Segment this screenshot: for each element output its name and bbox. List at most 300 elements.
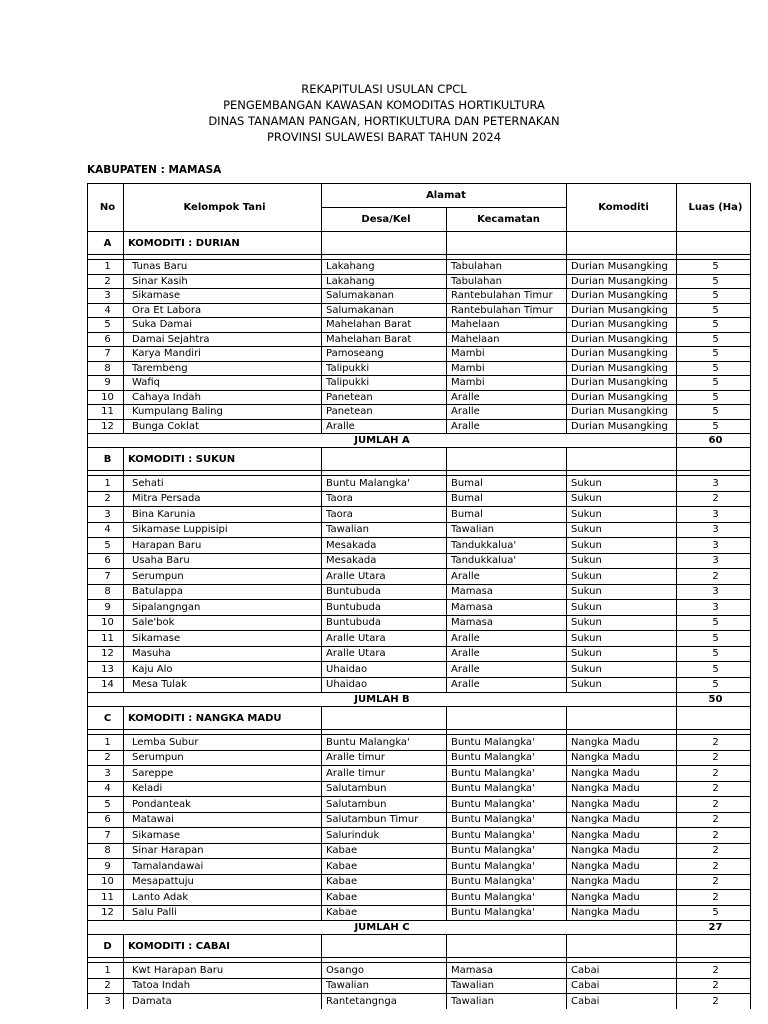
row-luas: 2 [677,963,751,979]
row-luas: 2 [677,812,751,828]
row-kecamatan: Buntu Malangka' [447,905,567,921]
row-no: 4 [88,522,124,538]
section-empty-cell [447,935,567,958]
row-luas: 3 [677,476,751,492]
section-total-value: 60 [677,434,751,448]
row-kelompok-tani: Mitra Persada [124,491,322,507]
row-desa: Tawalian [322,522,447,538]
row-desa: Kabae [322,859,447,875]
row-desa: Aralle Utara [322,569,447,585]
table-row [88,600,751,616]
table-row [88,812,751,828]
row-luas: 3 [677,600,751,616]
row-kelompok-tani: Salu Palli [124,905,322,921]
row-kelompok-tani: Sareppe [124,766,322,782]
row-kecamatan: Buntu Malangka' [447,843,567,859]
table-row [88,584,751,600]
row-luas: 5 [677,347,751,362]
row-desa: Osango [322,963,447,979]
row-no: 7 [88,828,124,844]
row-komoditi: Nangka Madu [567,812,677,828]
section-total-value: 27 [677,921,751,935]
row-no: 12 [88,419,124,434]
row-kecamatan: Bumal [447,476,567,492]
row-komoditi: Sukun [567,677,677,693]
section-empty-cell [567,232,677,255]
row-kelompok-tani: Matawai [124,812,322,828]
table-row [88,522,751,538]
row-kecamatan: Mambi [447,361,567,376]
row-desa: Taora [322,491,447,507]
row-no: 1 [88,735,124,751]
row-luas: 5 [677,419,751,434]
table-row [88,646,751,662]
table-row [88,405,751,420]
row-desa: Aralle Utara [322,646,447,662]
row-komoditi: Cabai [567,963,677,979]
row-desa: Panetean [322,405,447,420]
section-title: KOMODITI : SUKUN [124,448,322,471]
row-desa: Mahelahan Barat [322,318,447,333]
row-kelompok-tani: Sikamase [124,631,322,647]
table-row [88,797,751,813]
row-no: 2 [88,274,124,289]
section-empty-cell [567,935,677,958]
row-kelompok-tani: Tarembeng [124,361,322,376]
row-no: 6 [88,553,124,569]
row-kelompok-tani: Kumpulang Baling [124,405,322,420]
row-luas: 5 [677,905,751,921]
row-luas: 2 [677,828,751,844]
row-komoditi: Nangka Madu [567,735,677,751]
table-row [88,507,751,523]
table-row [88,332,751,347]
row-no: 8 [88,843,124,859]
row-no: 4 [88,303,124,318]
row-luas: 2 [677,978,751,994]
kabupaten-label: KABUPATEN : MAMASA [87,164,222,176]
row-kecamatan: Aralle [447,631,567,647]
table-row [88,631,751,647]
row-komoditi: Durian Musangking [567,347,677,362]
row-kecamatan: Buntu Malangka' [447,781,567,797]
row-kelompok-tani: Harapan Baru [124,538,322,554]
row-desa: Mesakada [322,538,447,554]
row-kecamatan: Aralle [447,662,567,678]
row-kelompok-tani: Bina Karunia [124,507,322,523]
row-luas: 2 [677,766,751,782]
row-desa: Salutambun [322,781,447,797]
row-kelompok-tani: Sinar Harapan [124,843,322,859]
row-komoditi: Nangka Madu [567,905,677,921]
row-desa: Salutambun [322,797,447,813]
row-komoditi: Sukun [567,646,677,662]
row-luas: 3 [677,538,751,554]
section-total-row [88,434,751,448]
table-row [88,766,751,782]
row-luas: 2 [677,843,751,859]
row-luas: 3 [677,553,751,569]
row-kecamatan: Mahelaan [447,318,567,333]
row-desa: Panetean [322,390,447,405]
row-komoditi: Sukun [567,584,677,600]
section-total-label: JUMLAH C [88,921,677,935]
row-komoditi: Durian Musangking [567,332,677,347]
row-komoditi: Nangka Madu [567,797,677,813]
table-row [88,303,751,318]
row-no: 5 [88,538,124,554]
row-desa: Aralle timur [322,766,447,782]
row-luas: 5 [677,361,751,376]
row-kecamatan: Aralle [447,677,567,693]
row-luas: 3 [677,507,751,523]
row-kecamatan: Tabulahan [447,260,567,275]
section-empty-cell [567,448,677,471]
row-no: 7 [88,569,124,585]
row-kecamatan: Mambi [447,376,567,391]
row-no: 1 [88,963,124,979]
row-no: 1 [88,476,124,492]
row-luas: 5 [677,274,751,289]
table-row [88,390,751,405]
row-luas: 5 [677,318,751,333]
row-kecamatan: Mahelaan [447,332,567,347]
row-luas: 5 [677,405,751,420]
row-desa: Kabae [322,905,447,921]
table-row [88,994,751,1009]
row-no: 9 [88,600,124,616]
section-empty-cell [447,232,567,255]
row-luas: 5 [677,677,751,693]
report-title: REKAPITULASI USULAN CPCL [301,82,467,96]
table-body [88,232,751,1009]
section-empty-cell [677,448,751,471]
row-no: 14 [88,677,124,693]
row-komoditi: Durian Musangking [567,274,677,289]
table-row [88,476,751,492]
row-komoditi: Sukun [567,538,677,554]
table-row [88,978,751,994]
section-empty-cell [322,448,447,471]
col-header-kelompok-tani: Kelompok Tani [124,184,322,232]
table-row [88,735,751,751]
row-desa: Taora [322,507,447,523]
row-komoditi: Sukun [567,631,677,647]
row-no: 8 [88,584,124,600]
row-kecamatan: Buntu Malangka' [447,766,567,782]
row-kelompok-tani: Ora Et Labora [124,303,322,318]
row-kelompok-tani: Kaju Alo [124,662,322,678]
table-row [88,347,751,362]
row-luas: 2 [677,569,751,585]
section-code: B [88,448,124,471]
row-luas: 5 [677,289,751,304]
row-desa: Kabae [322,843,447,859]
row-komoditi: Sukun [567,662,677,678]
row-komoditi: Nangka Madu [567,890,677,906]
row-komoditi: Durian Musangking [567,376,677,391]
row-luas: 5 [677,303,751,318]
row-desa: Salurinduk [322,828,447,844]
table-row [88,361,751,376]
table-row [88,677,751,693]
row-kelompok-tani: Tunas Baru [124,260,322,275]
row-komoditi: Nangka Madu [567,859,677,875]
section-code: A [88,232,124,255]
row-kelompok-tani: Lanto Adak [124,890,322,906]
row-komoditi: Nangka Madu [567,828,677,844]
section-empty-cell [567,707,677,730]
table-row [88,376,751,391]
row-luas: 5 [677,260,751,275]
row-kelompok-tani: Serumpun [124,569,322,585]
row-kelompok-tani: Cahaya Indah [124,390,322,405]
row-kecamatan: Tawalian [447,994,567,1009]
row-desa: Lakahang [322,260,447,275]
row-kelompok-tani: Suka Damai [124,318,322,333]
row-kelompok-tani: Mesapattuju [124,874,322,890]
row-komoditi: Nangka Madu [567,843,677,859]
row-no: 5 [88,797,124,813]
row-kelompok-tani: Damata [124,994,322,1009]
row-no: 13 [88,662,124,678]
row-desa: Kabae [322,890,447,906]
row-no: 5 [88,318,124,333]
table-row [88,289,751,304]
row-komoditi: Nangka Madu [567,750,677,766]
table-row [88,843,751,859]
row-no: 3 [88,289,124,304]
row-kelompok-tani: Bunga Coklat [124,419,322,434]
table-row [88,318,751,333]
row-komoditi: Durian Musangking [567,303,677,318]
row-no: 1 [88,260,124,275]
section-header [88,707,751,730]
row-no: 2 [88,491,124,507]
cpcl-table [87,183,751,1009]
row-komoditi: Durian Musangking [567,260,677,275]
section-header [88,935,751,958]
row-no: 6 [88,812,124,828]
row-luas: 5 [677,646,751,662]
section-title: KOMODITI : NANGKA MADU [124,707,322,730]
table-row [88,553,751,569]
col-header-komoditi: Komoditi [567,184,677,232]
row-no: 12 [88,905,124,921]
row-no: 6 [88,332,124,347]
section-empty-cell [447,448,567,471]
col-header-alamat: Alamat [322,184,567,208]
row-kelompok-tani: Sinar Kasih [124,274,322,289]
row-kelompok-tani: Lemba Subur [124,735,322,751]
table-row [88,274,751,289]
row-desa: Pamoseang [322,347,447,362]
section-total-label: JUMLAH B [88,693,677,707]
table-row [88,538,751,554]
row-kecamatan: Bumal [447,507,567,523]
row-no: 10 [88,390,124,405]
row-desa: Salumakanan [322,303,447,318]
row-komoditi: Sukun [567,615,677,631]
row-luas: 5 [677,332,751,347]
col-header-luas: Luas (Ha) [677,184,751,232]
row-kelompok-tani: Karya Mandiri [124,347,322,362]
row-luas: 2 [677,874,751,890]
row-desa: Tawalian [322,978,447,994]
section-header [88,232,751,255]
row-luas: 2 [677,735,751,751]
table-row [88,963,751,979]
row-komoditi: Nangka Madu [567,874,677,890]
row-luas: 5 [677,615,751,631]
row-desa: Buntubuda [322,584,447,600]
row-kecamatan: Aralle [447,646,567,662]
row-kelompok-tani: Sikamase [124,828,322,844]
row-kelompok-tani: Damai Sejahtra [124,332,322,347]
row-komoditi: Nangka Madu [567,781,677,797]
row-kecamatan: Mamasa [447,615,567,631]
row-kecamatan: Bumal [447,491,567,507]
row-luas: 2 [677,890,751,906]
report-agency: DINAS TANAMAN PANGAN, HORTIKULTURA DAN PETERNAKAN [208,114,560,128]
row-komoditi: Cabai [567,978,677,994]
row-komoditi: Sukun [567,522,677,538]
row-kecamatan: Buntu Malangka' [447,735,567,751]
row-luas: 2 [677,781,751,797]
row-kecamatan: Aralle [447,419,567,434]
row-komoditi: Durian Musangking [567,405,677,420]
section-code: C [88,707,124,730]
section-total-row [88,693,751,707]
row-no: 4 [88,781,124,797]
row-desa: Aralle Utara [322,631,447,647]
row-no: 11 [88,405,124,420]
row-kecamatan: Buntu Malangka' [447,859,567,875]
table-row [88,750,751,766]
row-desa: Uhaidao [322,662,447,678]
row-kecamatan: Tabulahan [447,274,567,289]
table-row [88,615,751,631]
row-desa: Mahelahan Barat [322,332,447,347]
table-row [88,491,751,507]
row-kelompok-tani: Keladi [124,781,322,797]
row-luas: 5 [677,662,751,678]
row-komoditi: Sukun [567,491,677,507]
table-row [88,781,751,797]
row-desa: Talipukki [322,361,447,376]
row-komoditi: Sukun [567,569,677,585]
row-kecamatan: Buntu Malangka' [447,874,567,890]
report-province-year: PROVINSI SULAWESI BARAT TAHUN 2024 [266,130,502,144]
row-kecamatan: Mamasa [447,963,567,979]
row-kecamatan: Tawalian [447,978,567,994]
row-desa: Mesakada [322,553,447,569]
row-no: 11 [88,631,124,647]
table-row [88,260,751,275]
row-kecamatan: Mambi [447,347,567,362]
row-desa: Kabae [322,874,447,890]
row-no: 7 [88,347,124,362]
table-row [88,828,751,844]
row-desa: Rantetangnga [322,994,447,1009]
row-kecamatan: Buntu Malangka' [447,890,567,906]
row-desa: Salumakanan [322,289,447,304]
row-luas: 5 [677,631,751,647]
row-luas: 5 [677,390,751,405]
table-row [88,874,751,890]
row-kelompok-tani: Mesa Tulak [124,677,322,693]
table-row [88,569,751,585]
row-luas: 3 [677,522,751,538]
row-luas: 5 [677,376,751,391]
row-desa: Aralle timur [322,750,447,766]
section-title: KOMODITI : CABAI [124,935,322,958]
row-komoditi: Sukun [567,476,677,492]
row-desa: Buntu Malangka' [322,476,447,492]
row-kelompok-tani: Batulappa [124,584,322,600]
row-desa: Aralle [322,419,447,434]
row-kelompok-tani: Kwt Harapan Baru [124,963,322,979]
row-desa: Salutambun Timur [322,812,447,828]
row-komoditi: Sukun [567,507,677,523]
row-kecamatan: Tawalian [447,522,567,538]
table-row [88,890,751,906]
col-header-kecamatan: Kecamatan [447,208,567,232]
row-no: 3 [88,507,124,523]
row-no: 3 [88,994,124,1009]
row-komoditi: Durian Musangking [567,419,677,434]
row-kelompok-tani: Pondanteak [124,797,322,813]
row-komoditi: Nangka Madu [567,766,677,782]
row-komoditi: Durian Musangking [567,289,677,304]
row-kecamatan: Tandukkalua' [447,553,567,569]
row-luas: 3 [677,584,751,600]
row-luas: 2 [677,750,751,766]
row-komoditi: Sukun [567,553,677,569]
col-header-desa: Desa/Kel [322,208,447,232]
row-no: 11 [88,890,124,906]
row-kecamatan: Buntu Malangka' [447,828,567,844]
table-row [88,905,751,921]
row-komoditi: Durian Musangking [567,361,677,376]
row-luas: 2 [677,859,751,875]
section-code: D [88,935,124,958]
section-header [88,448,751,471]
row-kelompok-tani: Sikamase Luppisipi [124,522,322,538]
row-kelompok-tani: Usaha Baru [124,553,322,569]
section-total-row [88,921,751,935]
row-no: 9 [88,859,124,875]
row-kelompok-tani: Tatoa Indah [124,978,322,994]
row-desa: Talipukki [322,376,447,391]
row-kecamatan: Buntu Malangka' [447,750,567,766]
row-kecamatan: Rantebulahan Timur [447,289,567,304]
row-komoditi: Durian Musangking [567,318,677,333]
row-desa: Buntubuda [322,615,447,631]
row-no: 2 [88,978,124,994]
section-empty-cell [322,707,447,730]
row-kelompok-tani: Masuha [124,646,322,662]
row-kelompok-tani: Serumpun [124,750,322,766]
row-kelompok-tani: Sehati [124,476,322,492]
row-no: 10 [88,874,124,890]
table-row [88,419,751,434]
row-kecamatan: Mamasa [447,584,567,600]
row-no: 12 [88,646,124,662]
row-kecamatan: Buntu Malangka' [447,797,567,813]
row-kelompok-tani: Tamalandawai [124,859,322,875]
row-desa: Buntubuda [322,600,447,616]
